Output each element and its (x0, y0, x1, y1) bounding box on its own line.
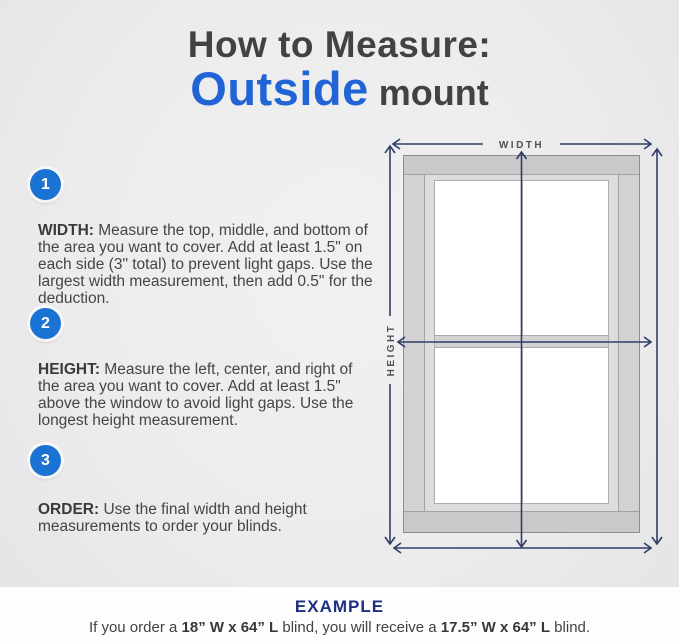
step-2-text (38, 361, 374, 429)
step-2-label: HEIGHT: (38, 360, 100, 378)
step-3-text (38, 501, 374, 535)
subtitle-rest: mount (368, 72, 489, 113)
example-prefix: If you order a (88, 619, 182, 636)
page-title: How to Measure: (187, 24, 492, 65)
example-footer (0, 587, 679, 644)
page-subtitle (0, 61, 679, 116)
window-diagram (380, 130, 670, 560)
height-label: HEIGHT (386, 323, 397, 377)
example-middle: blind, you will receive a (278, 619, 441, 636)
step-2-badge: 2 (30, 308, 61, 339)
width-label: WIDTH (498, 140, 545, 151)
step-2-body: Measure the left, center, and right of the area you want to cover. Add at least 1.5" above the window to avoid light gaps. Use the longest height measurement. (38, 360, 354, 429)
example-sentence (0, 619, 679, 636)
measurement-arrows (380, 130, 670, 560)
step-1-label: WIDTH: (38, 221, 94, 239)
example-heading: EXAMPLE (294, 597, 385, 616)
example-receive-size: 17.5” W x 64” L (440, 619, 551, 636)
step-3-label: ORDER: (38, 500, 100, 518)
example-order-size: 18” W x 64” L (181, 619, 279, 636)
step-1-text (38, 222, 374, 307)
step-1-body: Measure the top, middle, and bottom of the area you want to cover. Add at least 1.5" on each side (3" total) to prevent light gaps. Use the largest width measurement, then add 0.5" for the deduction. (38, 221, 373, 307)
step-3-body: Use the final width and height measurements to order your blinds. (38, 500, 307, 535)
subtitle-highlight: Outside (190, 62, 369, 115)
step-1-badge: 1 (30, 169, 61, 200)
step-3-badge: 3 (30, 445, 61, 476)
example-suffix: blind. (550, 619, 591, 636)
